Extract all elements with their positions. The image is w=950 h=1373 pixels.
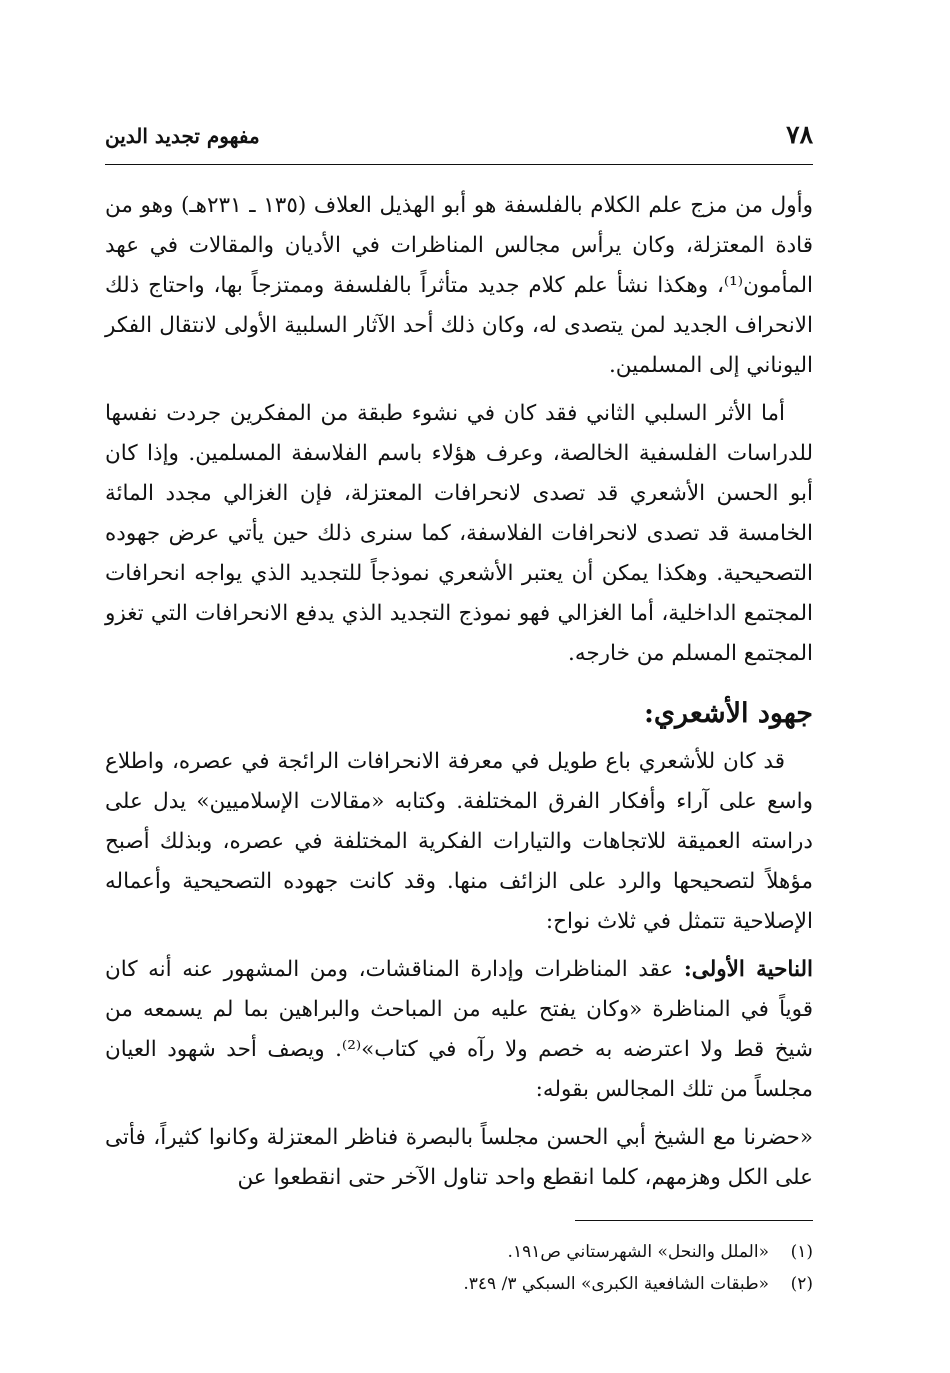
footnote-1: [105, 1236, 813, 1268]
page-number: ٧٨: [786, 120, 813, 149]
paragraph-5: «حضرنا مع الشيخ أبي الحسن مجلساً بالبصرة فناظر المعتزلة وكانوا كثيراً، فأتى على الكل وهزمهم، كلما انقطع واحد تناول الآخر حتى انقطعوا عن: [105, 1125, 813, 1190]
body-text: [105, 186, 813, 1198]
paragraph-4-lead: الناحية الأولى:: [683, 957, 813, 982]
footnote-2-number: (٢): [790, 1274, 813, 1294]
running-title: مفهوم تجديد الدين: [105, 124, 260, 148]
footnote-2-text: «طبقات الشافعية الكبرى» السبكي ٣/ ٣٤٩.: [463, 1274, 769, 1294]
footnotes: [105, 1236, 813, 1300]
footnote-divider: [575, 1220, 813, 1221]
footnote-1-text: «الملل والنحل» الشهرستاني ص١٩١.: [507, 1242, 769, 1262]
paragraph-4: [105, 950, 813, 1110]
footnote-1-number: (١): [790, 1242, 813, 1262]
paragraph-4-text: عقد المناظرات وإدارة المناقشات، ومن المشهور عنه أنه كان قوياً في المناظرة «وكان يفتح عليه من المباحث والبراهين بما لم يسمعه من شيخ قط ولا اعترضه به خصم ولا رآه في كتاب»⁽²⁾. ويصف أحد شهود العيان مجلساً من تلك المجالس بقوله:: [105, 957, 813, 1102]
page-header: [105, 114, 813, 165]
paragraph-2: أما الأثر السلبي الثاني فقد كان في نشوء طبقة من المفكرين جردت نفسها للدراسات الفلسفية الخالصة، وعرف هؤلاء باسم الفلاسفة المسلمين. وإذا كان أبو الحسن الأشعري قد تصدى لانحرافات المعتزلة، فإن الغزالي مجدد المائة الخامسة قد تصدى لانحرافات الفلاسفة، كما سنرى ذلك حين يأتي عرض جهوده التصحيحية. وهكذا يمكن أن يعتبر الأشعري نموذجاً للتجديد الذي يواجه انحرافات المجتمع الداخلية، أما الغزالي فهو نموذج التجديد الذي يدفع الانحرافات التي تغزو المجتمع المسلم من خارجه.: [105, 401, 813, 666]
section-heading: جهود الأشعري:: [643, 698, 813, 729]
paragraph-3: قد كان للأشعري باع طويل في معرفة الانحرافات الرائجة في عصره، واطلاع واسع على آراء وأفكار الفرق المختلفة. وكتابه «مقالات الإسلاميين» يدل على دراسته العميقة للاتجاهات والتيارات الفكرية المختلفة في عصره، وبذلك أصبح مؤهلاً لتصحيحها والرد على الزائف منها. وقد كانت جهوده التصحيحية وأعماله الإصلاحية تتمثل في ثلاث نواح:: [105, 749, 813, 934]
paragraph-1: وأول من مزج علم الكلام بالفلسفة هو أبو الهذيل العلاف (١٣٥ ـ ٢٣١هـ) وهو من قادة المعتزلة، وكان يرأس مجالس المناظرات في الأديان والمقالات في عهد المأمون⁽¹⁾، وهكذا نشأ علم كلام جديد متأثراً بالفلسفة وممتزجاً بها، واحتاج ذلك الانحراف الجديد لمن يتصدى له، وكان ذلك أحد الآثار السلبية الأولى لانتقال الفكر اليوناني إلى المسلمين.: [105, 193, 814, 378]
footnote-2: [105, 1268, 813, 1300]
